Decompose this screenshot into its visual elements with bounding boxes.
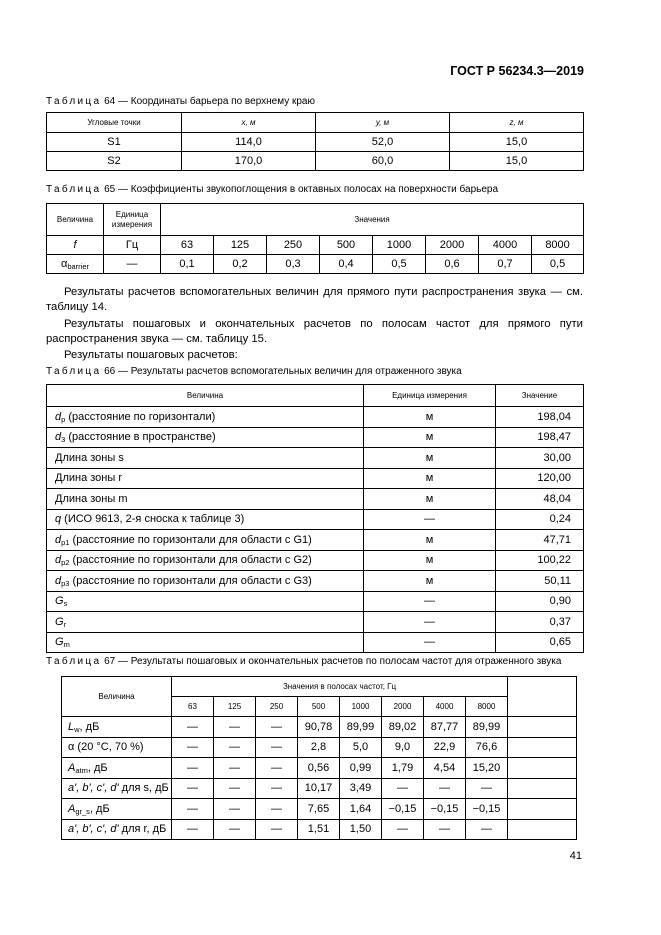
table-cell: 114,0	[182, 133, 316, 152]
symbol: a', b', c', d'	[68, 782, 119, 795]
subscript: p	[61, 414, 66, 424]
table-67	[61, 676, 577, 840]
paragraph: Результаты пошаговых расчетов:	[64, 349, 238, 361]
quantity-cell	[62, 819, 172, 840]
quantity-text: для s, дБ	[118, 782, 169, 795]
column-header: Угловые точки	[47, 113, 182, 133]
frequency-cell: 2000	[426, 236, 479, 255]
symbol: G	[55, 636, 64, 649]
value-cell: —	[214, 758, 256, 779]
value-cell: —	[214, 737, 256, 758]
table-header-row	[47, 385, 584, 407]
subscript: w	[74, 724, 80, 734]
value-cell: —	[214, 799, 256, 820]
value-cell: 198,47	[496, 427, 584, 448]
quantity-cell	[62, 758, 172, 779]
value-cell: −0,15	[382, 799, 424, 820]
column-header: Величина	[62, 677, 172, 717]
symbol: q	[55, 513, 62, 526]
quantity-text: (расстояние по горизонтали для области с G1)	[69, 533, 312, 546]
value-cell: 87,77	[424, 717, 466, 738]
symbol: G	[55, 615, 64, 628]
symbol: L	[68, 720, 75, 733]
table-row	[47, 612, 584, 633]
table-65-caption	[46, 184, 498, 195]
table-label: Таблица	[46, 656, 102, 667]
table-title: 66 — Результаты расчетов вспомогательных величин для отраженного звука	[101, 366, 462, 377]
quantity-cell	[47, 509, 364, 530]
document-id: ГОСТ Р 56234.3—2019	[450, 64, 584, 78]
value-cell: —	[256, 819, 298, 840]
value-cell: 4,54	[424, 758, 466, 779]
table-header-row	[62, 677, 577, 697]
value-cell: 0,5	[373, 255, 426, 274]
table-row	[47, 133, 584, 152]
empty-cell	[508, 737, 577, 758]
value-cell: —	[466, 778, 508, 799]
symbol: A	[68, 802, 76, 815]
subscript: s	[63, 599, 68, 609]
table-row	[47, 255, 584, 274]
column-header: y, м	[316, 113, 450, 133]
quantity-text: Длина зоны r	[55, 472, 122, 485]
value-cell: 89,02	[382, 717, 424, 738]
value-cell: —	[214, 717, 256, 738]
quantity-cell	[47, 632, 364, 653]
table-row	[62, 799, 577, 820]
table-label: Таблица	[46, 96, 102, 107]
table-row	[62, 778, 577, 799]
value-cell: 1,50	[340, 819, 382, 840]
table-row	[62, 758, 577, 779]
unit-cell: м	[364, 489, 496, 510]
table-cell: 170,0	[182, 152, 316, 171]
table-label: Таблица	[46, 184, 102, 195]
symbol: α	[60, 258, 68, 270]
value-cell: −0,15	[424, 799, 466, 820]
value-cell: —	[172, 799, 214, 820]
row-symbol: f	[47, 236, 104, 255]
value-cell: 2,8	[298, 737, 340, 758]
quantity-cell	[47, 530, 364, 551]
column-header: z, м	[450, 113, 584, 133]
quantity-cell	[47, 612, 364, 633]
quantity-text: (расстояние по горизонтали для области с G3)	[69, 574, 312, 587]
value-cell: —	[172, 778, 214, 799]
subscript: p2	[61, 558, 70, 568]
table-row	[47, 427, 584, 448]
quantity-text: (расстояние в пространстве)	[65, 431, 216, 444]
unit-cell: —	[364, 632, 496, 653]
subscript: m	[63, 640, 70, 650]
quantity-text: α (20 °C, 70 %)	[68, 741, 144, 754]
column-header: Значение	[496, 385, 584, 407]
value-cell: 0,7	[479, 255, 532, 274]
subscript: p1	[61, 537, 70, 547]
table-64-caption	[46, 96, 315, 107]
value-cell: 120,00	[496, 468, 584, 489]
subscript: barrier	[67, 262, 90, 271]
table-row	[47, 152, 584, 171]
frequency-cell: 63	[161, 236, 214, 255]
value-cell: 7,65	[298, 799, 340, 820]
column-header: Величина	[47, 204, 104, 236]
value-cell: 0,99	[340, 758, 382, 779]
value-cell: 10,17	[298, 778, 340, 799]
quantity-text: , дБ	[79, 720, 100, 733]
value-cell: —	[382, 819, 424, 840]
table-cell: 60,0	[316, 152, 450, 171]
subscript: p3	[61, 578, 70, 588]
value-cell: —	[256, 778, 298, 799]
symbol: a', b', c', d'	[68, 823, 119, 836]
quantity-text: (ИСО 9613, 2-я сноска к таблице 3)	[61, 513, 245, 526]
table-row	[47, 632, 584, 653]
quantity-text: , дБ	[89, 802, 110, 815]
empty-cell	[508, 799, 577, 820]
quantity-cell	[62, 717, 172, 738]
value-cell: 100,22	[496, 550, 584, 571]
symbol: d	[55, 410, 62, 423]
table-cell: 15,0	[450, 133, 584, 152]
table-row	[62, 737, 577, 758]
symbol: d	[55, 554, 62, 567]
quantity-text: для r, дБ	[118, 823, 167, 836]
empty-cell	[508, 717, 577, 738]
table-67-caption	[46, 656, 561, 667]
table-title: 67 — Результаты пошаговых и окончательных расчетов по полосам частот для отраженного звука	[101, 656, 562, 667]
table-cell: 52,0	[316, 133, 450, 152]
symbol: G	[55, 595, 64, 608]
value-cell: 0,2	[214, 255, 267, 274]
empty-cell	[508, 778, 577, 799]
column-header: 8000	[466, 697, 508, 717]
subscript: gr_s	[75, 806, 90, 816]
table-row	[47, 236, 584, 255]
quantity-text: (расстояние по горизонтали для области с G2)	[69, 554, 312, 567]
table-header-row	[47, 204, 584, 236]
value-cell: 48,04	[496, 489, 584, 510]
value-cell: −0,15	[466, 799, 508, 820]
quantity-cell	[47, 448, 364, 469]
table-row	[47, 489, 584, 510]
quantity-cell	[47, 571, 364, 592]
quantity-text: , дБ	[87, 761, 108, 774]
frequency-cell: 1000	[373, 236, 426, 255]
unit-cell: м	[364, 571, 496, 592]
table-header-row	[47, 113, 584, 133]
column-header: 4000	[424, 697, 466, 717]
value-cell: 30,00	[496, 448, 584, 469]
column-header: 63	[172, 697, 214, 717]
paragraph: Результаты пошаговых и окончательных расчетов по полосам частот для прямого пути распространения звука — см. таблицу 15.	[46, 317, 583, 345]
column-header: 500	[298, 697, 340, 717]
symbol: d	[55, 574, 62, 587]
value-cell: —	[172, 758, 214, 779]
row-unit: —	[104, 255, 161, 274]
value-cell: 0,37	[496, 612, 584, 633]
value-cell: 1,51	[298, 819, 340, 840]
column-header: Единица измерения	[364, 385, 496, 407]
quantity-text: (расстояние по горизонтали)	[65, 410, 216, 423]
value-cell: —	[172, 819, 214, 840]
unit-cell: —	[364, 591, 496, 612]
value-cell: —	[256, 717, 298, 738]
value-cell: 76,6	[466, 737, 508, 758]
value-cell: —	[172, 717, 214, 738]
quantity-cell	[47, 489, 364, 510]
table-row	[47, 591, 584, 612]
unit-cell: м	[364, 530, 496, 551]
row-symbol	[47, 255, 104, 274]
unit-cell: м	[364, 427, 496, 448]
symbol: d	[55, 533, 62, 546]
quantity-cell	[47, 427, 364, 448]
table-cell: S2	[47, 152, 182, 171]
table-66	[46, 384, 584, 653]
quantity-cell	[47, 550, 364, 571]
row-unit: Гц	[104, 236, 161, 255]
page-number: 41	[569, 850, 582, 862]
table-row	[62, 717, 577, 738]
unit-cell: м	[364, 407, 496, 428]
value-cell: —	[466, 819, 508, 840]
value-cell: 5,0	[340, 737, 382, 758]
column-header	[104, 204, 161, 236]
subscript: atm	[75, 765, 88, 775]
value-cell: —	[424, 819, 466, 840]
body-text	[46, 285, 583, 365]
quantity-cell	[62, 737, 172, 758]
value-cell: 0,56	[298, 758, 340, 779]
table-64	[46, 112, 584, 171]
quantity-cell	[62, 778, 172, 799]
value-cell: 15,20	[466, 758, 508, 779]
column-header: 2000	[382, 697, 424, 717]
empty-cell	[508, 758, 577, 779]
table-title: 64 — Координаты барьера по верхнему краю	[101, 96, 315, 107]
value-cell: —	[172, 737, 214, 758]
symbol: A	[68, 761, 76, 774]
unit-cell: —	[364, 509, 496, 530]
value-cell: 198,04	[496, 407, 584, 428]
value-cell: —	[382, 778, 424, 799]
value-cell: 1,64	[340, 799, 382, 820]
value-cell: 0,90	[496, 591, 584, 612]
table-row	[47, 571, 584, 592]
column-header: Значения	[161, 204, 584, 236]
quantity-cell	[47, 407, 364, 428]
table-row	[47, 448, 584, 469]
value-cell: 1,79	[382, 758, 424, 779]
value-cell: 0,3	[267, 255, 320, 274]
column-header: 250	[256, 697, 298, 717]
unit-cell: —	[364, 612, 496, 633]
value-cell: 90,78	[298, 717, 340, 738]
paragraph: Результаты расчетов вспомогательных величин для прямого пути распространения звука — см. таблицу 14.	[46, 286, 583, 313]
unit-cell: м	[364, 468, 496, 489]
quantity-cell	[47, 468, 364, 489]
value-cell: 22,9	[424, 737, 466, 758]
column-header: 125	[214, 697, 256, 717]
table-65	[46, 203, 584, 274]
table-row	[47, 468, 584, 489]
table-row	[47, 550, 584, 571]
value-cell: 0,24	[496, 509, 584, 530]
frequency-cell: 8000	[532, 236, 584, 255]
value-cell: 89,99	[340, 717, 382, 738]
quantity-cell	[47, 591, 364, 612]
column-header: Значения в полосах частот, Гц	[172, 677, 508, 697]
empty-cell	[508, 819, 577, 840]
value-cell: 50,11	[496, 571, 584, 592]
value-cell: —	[214, 819, 256, 840]
quantity-text: Длина зоны m	[55, 492, 128, 505]
table-row	[47, 530, 584, 551]
frequency-cell: 125	[214, 236, 267, 255]
unit-cell: м	[364, 448, 496, 469]
value-cell: —	[256, 799, 298, 820]
value-cell: —	[256, 758, 298, 779]
value-cell: 0,5	[532, 255, 584, 274]
subscript: 3	[61, 435, 66, 445]
table-row	[47, 509, 584, 530]
table-title: 65 — Коэффициенты звукопоглощения в октавных полосах на поверхности барьера	[101, 184, 499, 195]
table-cell: S1	[47, 133, 182, 152]
table-row	[62, 819, 577, 840]
header-line: измерения	[111, 219, 153, 229]
frequency-cell: 250	[267, 236, 320, 255]
value-cell: 0,6	[426, 255, 479, 274]
value-cell: 3,49	[340, 778, 382, 799]
empty-header-cell	[508, 677, 577, 717]
header-line: Единица	[115, 209, 149, 219]
table-label: Таблица	[46, 366, 102, 377]
value-cell: —	[256, 737, 298, 758]
column-header: Величина	[47, 385, 364, 407]
symbol: d	[55, 431, 62, 444]
column-header: x, м	[182, 113, 316, 133]
value-cell: 89,99	[466, 717, 508, 738]
value-cell: 47,71	[496, 530, 584, 551]
quantity-cell	[62, 799, 172, 820]
subscript: r	[63, 619, 67, 629]
unit-cell: м	[364, 550, 496, 571]
value-cell: —	[424, 778, 466, 799]
value-cell: —	[214, 778, 256, 799]
table-cell: 15,0	[450, 152, 584, 171]
quantity-text: Длина зоны s	[55, 451, 124, 464]
value-cell: 0,65	[496, 632, 584, 653]
frequency-cell: 500	[320, 236, 373, 255]
frequency-cell: 4000	[479, 236, 532, 255]
value-cell: 9,0	[382, 737, 424, 758]
table-row	[47, 407, 584, 428]
column-header: 1000	[340, 697, 382, 717]
table-66-caption	[46, 366, 462, 377]
value-cell: 0,4	[320, 255, 373, 274]
value-cell: 0,1	[161, 255, 214, 274]
